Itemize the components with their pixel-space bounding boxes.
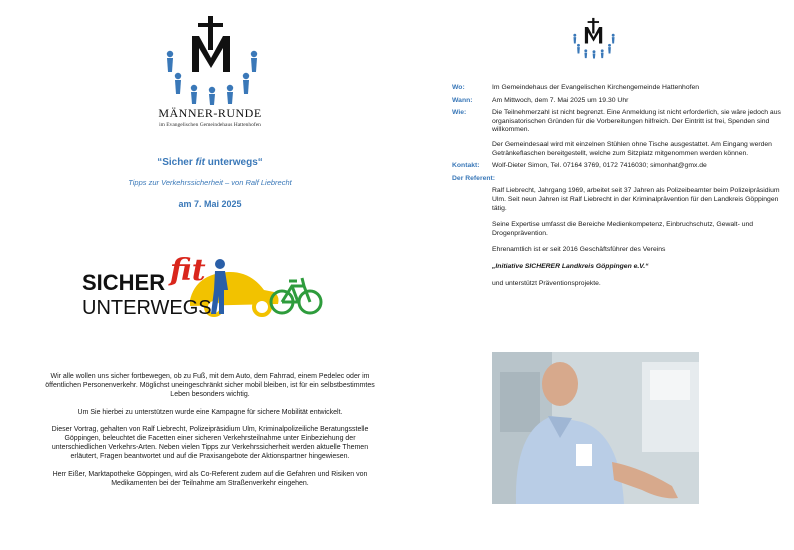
event-date: am 7. Mai 2025 xyxy=(178,199,242,209)
wie-label: Wie: xyxy=(452,109,467,117)
wie-paragraph: Der Gemeindesaal wird mit einzelnen Stühlen ohne Tische ausgestattet. Am Eingang werden Getränkeflaschen bereitgestellt, welche zum Sitzplatz mitgenommen werden können. xyxy=(492,140,772,157)
event-title-pre: “Sicher xyxy=(157,157,196,168)
event-title-fit: fit xyxy=(195,157,205,168)
intro-paragraph: Herr Eißer, Marktapotheke Göppingen, wird als Co-Referent zudem auf die Gefahren und Risiken von Medikamenten bei der Teilnahme am Straßenverkehr eingehen. xyxy=(52,470,368,487)
wie-value xyxy=(492,109,782,158)
kontakt-value: Wolf-Dieter Simon, Tel. 07164 3769, 0172 7416030; simonhat@gmx.de xyxy=(492,162,707,170)
logo-unterwegs-text: UNTERWEGS xyxy=(82,297,212,319)
intro-paragraph: Um Sie hierbei zu unterstützen wurde eine Kampagne für sichere Mobilität entwickelt. xyxy=(77,408,343,416)
wann-value: Am Mittwoch, dem 7. Mai 2025 um 19.30 Uhr xyxy=(492,96,629,104)
intro-paragraph: Dieser Vortrag, gehalten von Ralf Liebrecht, Polizeipräsidium Ulm, Kriminalpolizeiliche Beratungsstelle Göppingen, beleuchtet die Facetten einer sicheren Verkehrsteilnahme unter Einbeziehung der unterschiedlichen Verkehrs-Arten. Neben vielen Tipps zur Verkehrssicherheit werden aktuelle Themen erläutert, Fragen beantwortet und auf die Praxisangebote der Aktionspartner hingewiesen. xyxy=(51,425,369,461)
referent-label: Der Referent: xyxy=(452,174,496,182)
event-subtitle: Tipps zur Verkehrssicherheit – von Ralf Liebrecht xyxy=(128,178,292,187)
info-row-wo xyxy=(452,84,782,93)
wo-label: Wo: xyxy=(452,84,465,91)
event-title xyxy=(60,157,360,168)
flyer-info-page xyxy=(397,0,794,550)
intro-text xyxy=(44,372,376,496)
referent-paragraph: und unterstützt Präventionsprojekte. xyxy=(492,279,601,287)
info-row-wann xyxy=(452,97,782,106)
logo-sicher-text: SICHER xyxy=(82,270,166,295)
sicher-fit-unterwegs-logo xyxy=(78,250,324,322)
wie-paragraph: Die Teilnehmerzahl ist nicht begrenzt. Eine Anmeldung ist nicht erforderlich, sie wäre jedoch aus organisatorischen Gründen für die Vorbereitungen hilfreich. Der Eintritt ist frei, Spenden sind willkommen. xyxy=(492,109,781,134)
org-subtitle: im Evangelischen Gemeindehaus Hattenhofen xyxy=(159,122,261,128)
referent-paragraph: Ralf Liebrecht, Jahrgang 1969, arbeitet seit 37 Jahren als Polizeibeamter beim Polizeipräsidium Ulm. Seit neun Jahren ist Ralf Liebrecht in der Kriminalprävention für den Landkreis Göppingen tätig. xyxy=(492,187,780,212)
kontakt-label: Kontakt: xyxy=(452,162,480,170)
event-title-post: unterwegs“ xyxy=(205,157,263,168)
intro-paragraph: Wir alle wollen uns sicher fortbewegen, ob zu Fuß, mit dem Auto, dem Fahrrad, einem Pedelec oder im öffentlichen Personenverkehr. Möglichst uneingeschränkt sicher mobil bleiben, ist für ein selbstbestimmtes Leben besonders wichtig. xyxy=(45,373,375,399)
maenner-runde-logo xyxy=(158,14,266,106)
info-row-wie xyxy=(452,109,782,158)
referent-paragraph: Ehrenamtlich ist er seit 2016 Geschäftsführer des Vereins xyxy=(492,246,666,254)
logo-fit-text: fit xyxy=(170,253,206,288)
info-row-kontakt xyxy=(452,162,782,171)
wann-label: Wann: xyxy=(452,96,473,104)
referent-photo xyxy=(492,352,699,504)
referent-bio xyxy=(492,187,782,288)
wo-value: Im Gemeindehaus der Evangelischen Kirchengemeinde Hattenhofen xyxy=(492,84,700,91)
event-info xyxy=(452,84,782,296)
referent-paragraph: Seine Expertise umfasst die Bereiche Medienkompetenz, Einbruchschutz, Gewalt- und Drogenprävention. xyxy=(492,221,754,237)
org-title: MÄNNER-RUNDE xyxy=(158,106,262,120)
maenner-runde-small-logo xyxy=(567,17,621,59)
referent-association: „Initiative SICHERER Landkreis Göppingen e.V.“ xyxy=(492,262,649,270)
